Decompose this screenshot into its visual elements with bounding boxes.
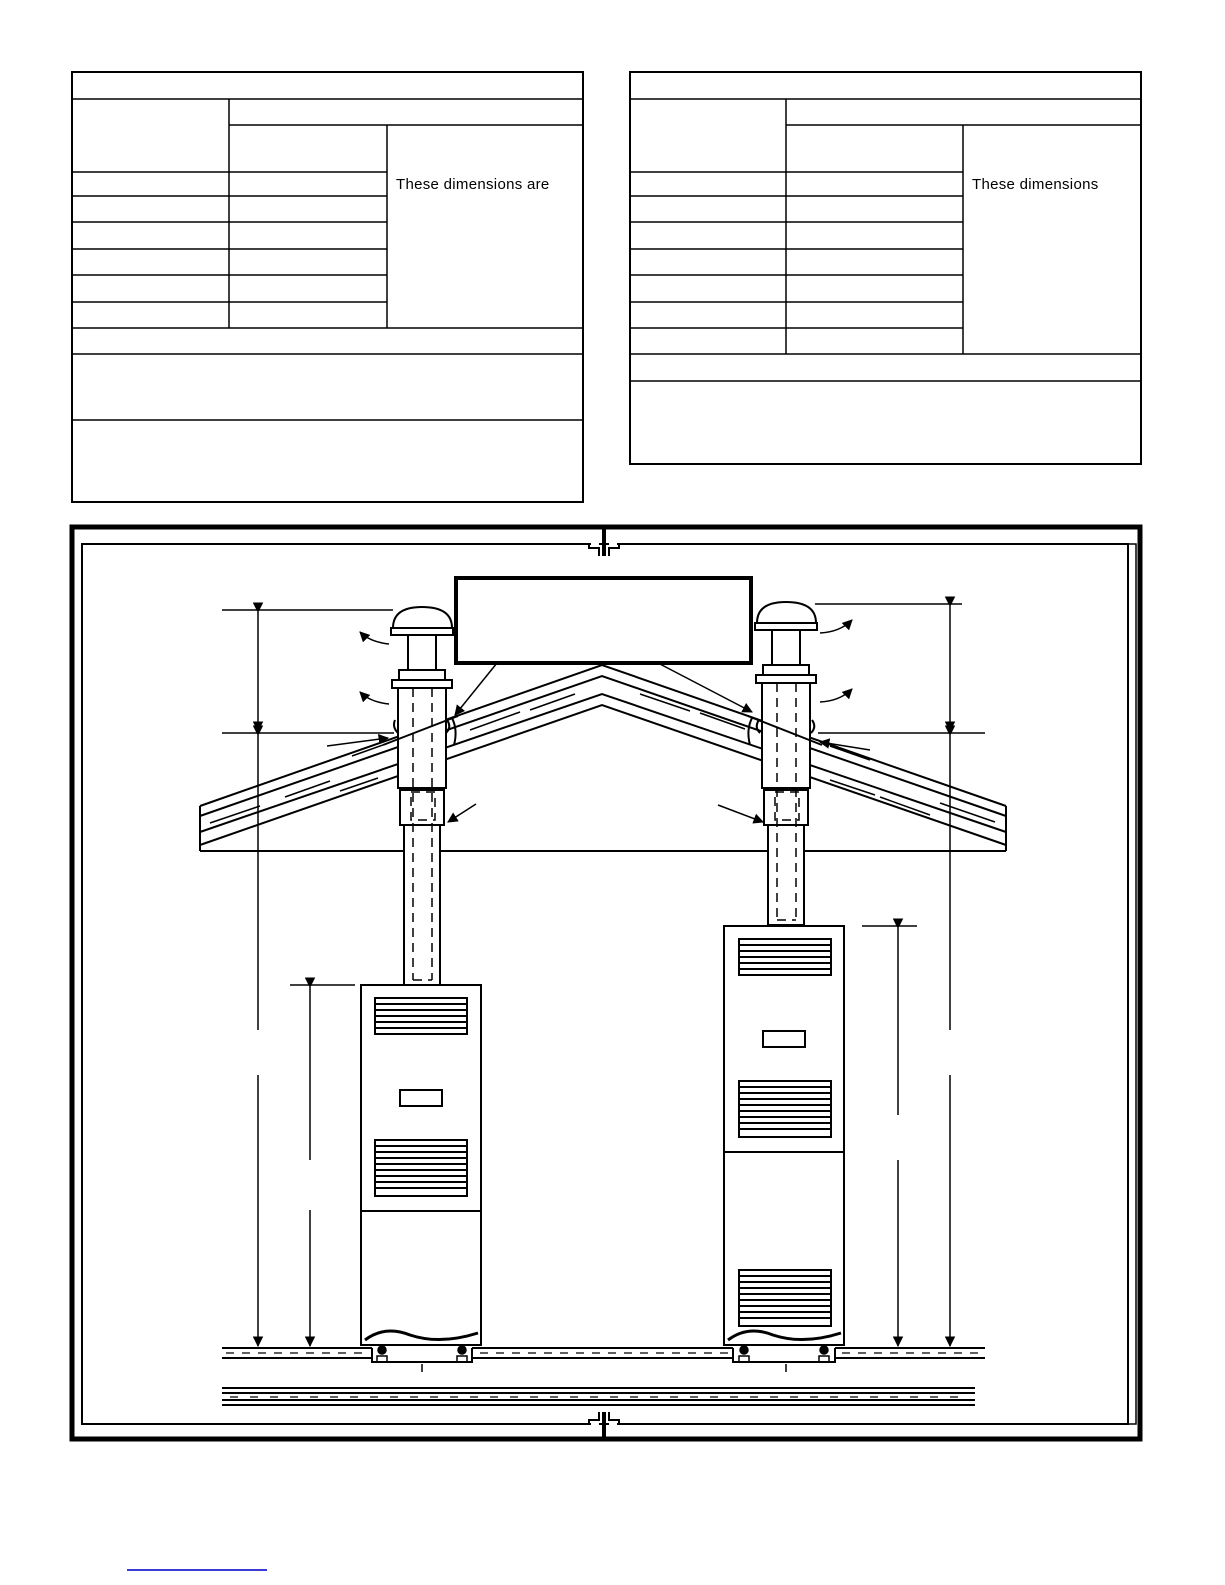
left-spec-table	[0, 0, 600, 520]
footer-link-underline[interactable]	[127, 1569, 267, 1571]
installation-diagram-svg	[0, 515, 1225, 1455]
floor-hatching	[226, 1353, 978, 1397]
installation-diagram	[0, 515, 1225, 1455]
left-spec-table-grid	[0, 0, 600, 520]
left-table-note: These dimensions are	[396, 176, 550, 193]
right-vent-pipe	[755, 602, 817, 925]
right-table-note: These dimensions	[972, 176, 1099, 193]
right-airflow-arrows	[820, 620, 852, 702]
left-airflow-arrows	[360, 632, 389, 704]
right-spec-table	[600, 0, 1200, 480]
roof	[200, 665, 1006, 851]
roof-shingles	[210, 694, 995, 823]
right-spec-table-grid	[600, 0, 1200, 480]
left-vent-pipe	[391, 607, 453, 985]
